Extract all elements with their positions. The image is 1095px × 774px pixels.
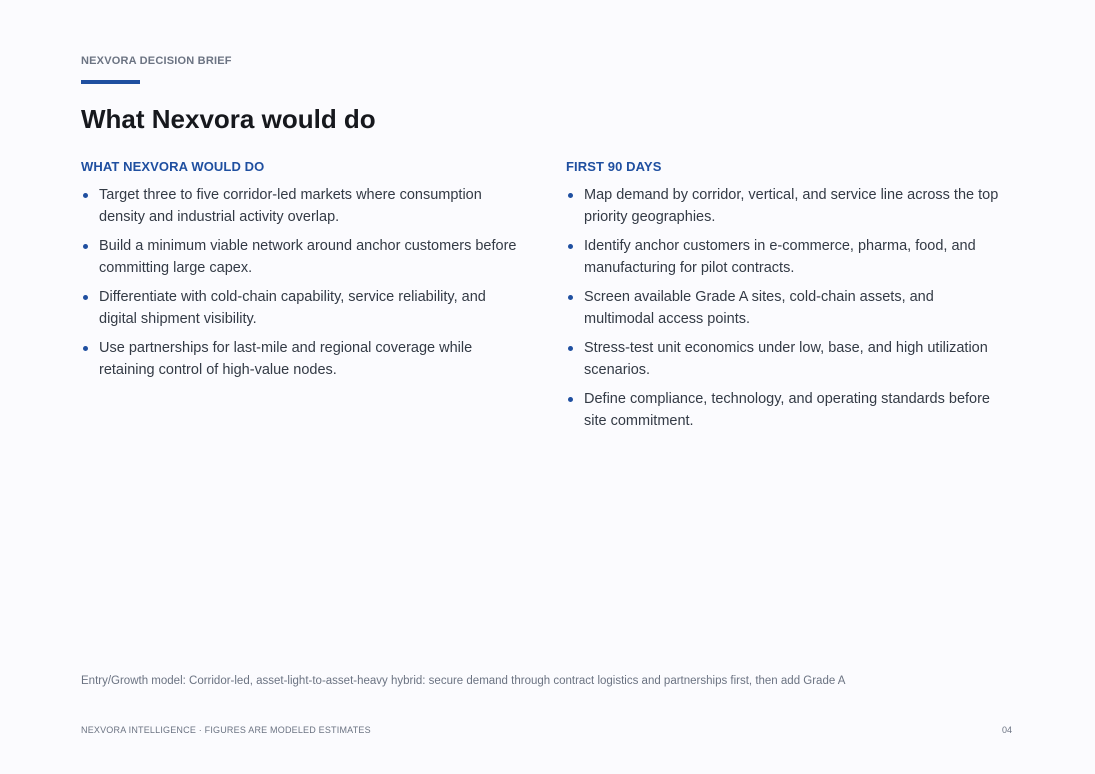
list-item-text: Differentiate with cold-chain capability, service reliability, and digital shipment visibility. bbox=[99, 289, 486, 327]
right-column-heading: FIRST 90 DAYS bbox=[566, 159, 662, 174]
left-column bbox=[81, 159, 521, 388]
footnote: Entry/Growth model: Corridor-led, asset-light-to-asset-heavy hybrid: secure demand through contract logistics and partnerships first, then add Grade A bbox=[81, 675, 846, 687]
list-item-text: Screen available Grade A sites, cold-chain assets, and multimodal access points. bbox=[584, 289, 934, 327]
list-item bbox=[81, 337, 521, 381]
left-column-heading: WHAT NEXVORA WOULD DO bbox=[81, 159, 265, 174]
bullet-icon bbox=[568, 346, 573, 351]
bullet-icon bbox=[83, 193, 88, 198]
page-number: 04 bbox=[1002, 725, 1013, 735]
list-item-text: Identify anchor customers in e-commerce, pharma, food, and manufacturing for pilot contracts. bbox=[584, 238, 976, 276]
brief-kicker: NEXVORA DECISION BRIEF bbox=[81, 55, 232, 67]
list-item bbox=[566, 235, 1006, 279]
right-bullet-list bbox=[566, 184, 1006, 432]
list-item-text: Target three to five corridor-led markets where consumption density and industrial activity overlap. bbox=[99, 187, 482, 225]
bullet-icon bbox=[83, 295, 88, 300]
left-bullet-list bbox=[81, 184, 521, 381]
bullet-icon bbox=[83, 244, 88, 249]
accent-bar bbox=[81, 80, 140, 84]
list-item-text: Stress-test unit economics under low, base, and high utilization scenarios. bbox=[584, 340, 988, 378]
list-item bbox=[566, 388, 1006, 432]
bullet-icon bbox=[568, 295, 573, 300]
list-item-text: Build a minimum viable network around anchor customers before committing large capex. bbox=[99, 238, 517, 276]
list-item bbox=[81, 235, 521, 279]
list-item bbox=[566, 286, 1006, 330]
bullet-icon bbox=[568, 397, 573, 402]
list-item bbox=[566, 184, 1006, 228]
list-item bbox=[81, 184, 521, 228]
bullet-icon bbox=[83, 346, 88, 351]
list-item bbox=[566, 337, 1006, 381]
list-item-text: Define compliance, technology, and operating standards before site commitment. bbox=[584, 391, 990, 429]
footer-label: NEXVORA INTELLIGENCE · FIGURES ARE MODELED ESTIMATES bbox=[81, 725, 371, 735]
page-title: What Nexvora would do bbox=[81, 104, 376, 134]
list-item-text: Use partnerships for last-mile and regional coverage while retaining control of high-value nodes. bbox=[99, 340, 473, 378]
bullet-icon bbox=[568, 244, 573, 249]
bullet-icon bbox=[568, 193, 573, 198]
list-item bbox=[81, 286, 521, 330]
list-item-text: Map demand by corridor, vertical, and service line across the top priority geographies. bbox=[584, 187, 999, 225]
right-column bbox=[566, 159, 1006, 439]
